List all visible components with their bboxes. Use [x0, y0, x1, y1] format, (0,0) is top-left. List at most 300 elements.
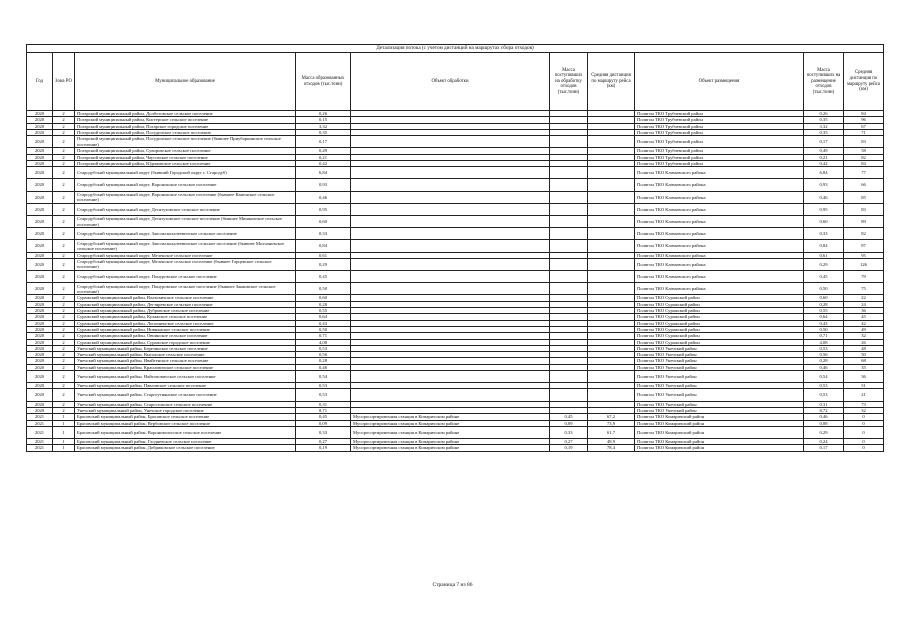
header-zone: Зона РО — [53, 53, 75, 111]
cell-avg-distance-placement: 87 — [844, 240, 884, 252]
cell-avg-distance-placement: 32 — [844, 407, 884, 413]
cell-zone: 2 — [53, 371, 75, 383]
cell-placement-object: Полигон ТКО Комаричский район — [635, 420, 804, 426]
cell-processing-object — [351, 258, 550, 270]
cell-municipality: Стародубский муниципальный округ, Меленское сельское поселение — [75, 252, 296, 258]
table-row — [27, 203, 884, 215]
cell-avg-distance-processing — [588, 258, 635, 270]
cell-avg-distance-placement: 21 — [844, 389, 884, 401]
cell-zone: 2 — [53, 258, 75, 270]
cell-zone: 2 — [53, 191, 75, 203]
cell-mass-formed: 0,28 — [296, 301, 351, 307]
cell-mass-to-processing — [550, 240, 588, 252]
cell-mass-to-placement: 0,28 — [804, 358, 844, 364]
cell-municipality: Стародубский муниципальный округ, Запольскохалеевичское сельское поселение (бывшее Молчановское сельское поселение) — [75, 240, 296, 252]
cell-mass-formed: 0,42 — [296, 160, 351, 166]
cell-mass-to-processing: 0,19 — [550, 445, 588, 451]
cell-processing-object — [351, 271, 550, 283]
cell-avg-distance-placement: 75 — [844, 283, 884, 295]
cell-placement-object: Полигон ТКО Трубчевский район — [635, 129, 804, 135]
cell-mass-formed: 4,08 — [296, 339, 351, 345]
cell-mass-to-placement: 6,84 — [804, 167, 844, 179]
cell-zone: 2 — [53, 123, 75, 129]
cell-year: 2020 — [27, 295, 53, 301]
cell-avg-distance-processing — [588, 240, 635, 252]
cell-zone: 2 — [53, 326, 75, 332]
cell-processing-object — [351, 240, 550, 252]
cell-placement-object: Полигон ТКО Климовского района — [635, 240, 804, 252]
cell-mass-to-processing — [550, 167, 588, 179]
cell-avg-distance-processing — [588, 283, 635, 295]
cell-zone: 2 — [53, 148, 75, 154]
cell-year: 2020 — [27, 129, 53, 135]
table-row — [27, 167, 884, 179]
cell-placement-object: Полигон ТКО Трубчевский район — [635, 111, 804, 117]
cell-year: 2020 — [27, 383, 53, 389]
header-mass-to-placement: Масса поступивших на размещение отходов (тыс.тонн) — [804, 53, 844, 111]
cell-avg-distance-placement: 48 — [844, 345, 884, 351]
cell-zone: 2 — [53, 364, 75, 370]
cell-avg-distance-placement: 36 — [844, 308, 884, 314]
cell-placement-object: Полигон ТКО Климовского района — [635, 179, 804, 191]
cell-placement-object: Полигон ТКО Унечский район — [635, 345, 804, 351]
cell-zone: 2 — [53, 308, 75, 314]
cell-mass-to-placement: 0,60 — [804, 216, 844, 228]
cell-avg-distance-placement: 51 — [844, 383, 884, 389]
cell-processing-object: Мусоросортировочная станция в Комаричском районе — [351, 445, 550, 451]
cell-mass-formed: 0,60 — [296, 216, 351, 228]
cell-zone: 2 — [53, 295, 75, 301]
cell-municipality: Стародубский муниципальный округ, Воронокское сельское поселение (бывшее Каменское сельское поселение) — [75, 191, 296, 203]
cell-year: 2020 — [27, 111, 53, 117]
cell-year: 2020 — [27, 271, 53, 283]
cell-year: 2020 — [27, 203, 53, 215]
cell-avg-distance-processing — [588, 167, 635, 179]
cell-year: 2020 — [27, 283, 53, 295]
cell-municipality: Суражский муниципальный район, Овчинское сельское поселение — [75, 333, 296, 339]
cell-mass-to-processing: 0,33 — [550, 426, 588, 438]
cell-zone: 1 — [53, 445, 75, 451]
cell-processing-object — [351, 389, 550, 401]
cell-mass-formed: 0,50 — [296, 283, 351, 295]
table-row — [27, 389, 884, 401]
cell-mass-to-placement: 0,60 — [804, 295, 844, 301]
cell-placement-object: Полигон ТКО Климовского района — [635, 203, 804, 215]
cell-mass-formed: 0,33 — [296, 426, 351, 438]
cell-municipality: Унечский муниципальный район, Ивайтенское сельское поселение — [75, 358, 296, 364]
cell-municipality: Унечский муниципальный район, Старосельское сельское поселение — [75, 401, 296, 407]
cell-year: 2020 — [27, 167, 53, 179]
cell-placement-object: Полигон ТКО Трубчевский район — [635, 117, 804, 123]
header-municipality: Муниципальное образование — [75, 53, 296, 111]
cell-avg-distance-placement: 35 — [844, 364, 884, 370]
cell-year: 2020 — [27, 389, 53, 401]
cell-mass-formed: 0,46 — [296, 191, 351, 203]
cell-year: 2021 — [27, 439, 53, 445]
cell-avg-distance-processing: 73,9 — [588, 420, 635, 426]
cell-placement-object: Полигон ТКО Унечский район — [635, 364, 804, 370]
cell-placement-object: Полигон ТКО Трубчевский район — [635, 136, 804, 148]
cell-municipality: Суражский муниципальный район, Кулажское сельское поселение — [75, 314, 296, 320]
cell-avg-distance-placement: 96 — [844, 117, 884, 123]
cell-mass-to-placement: 0,26 — [804, 111, 844, 117]
cell-avg-distance-processing — [588, 228, 635, 240]
cell-year: 2021 — [27, 445, 53, 451]
cell-mass-to-processing — [550, 283, 588, 295]
cell-mass-formed: 6,84 — [296, 167, 351, 179]
cell-mass-to-placement: 0,56 — [804, 352, 844, 358]
cell-avg-distance-processing: 67,2 — [588, 414, 635, 420]
cell-municipality: Погарский муниципальный район, Чаусовское сельское поселение — [75, 154, 296, 160]
cell-zone: 2 — [53, 383, 75, 389]
cell-placement-object: Полигон ТКО Трубчевский район — [635, 154, 804, 160]
cell-processing-object — [351, 283, 550, 295]
cell-placement-object: Полигон ТКО Унечский район — [635, 358, 804, 364]
cell-avg-distance-placement: 58 — [844, 148, 884, 154]
cell-mass-to-placement: 0,17 — [804, 445, 844, 451]
cell-mass-formed: 0,53 — [296, 345, 351, 351]
header-mass-formed: Масса образованных отходов (тыс.тонн) — [296, 53, 351, 111]
cell-mass-formed: 0,55 — [296, 308, 351, 314]
cell-placement-object: Полигон ТКО Унечский район — [635, 383, 804, 389]
table-row — [27, 426, 884, 438]
cell-municipality: Унечский муниципальный район, Найтоповичское сельское поселение — [75, 371, 296, 383]
cell-mass-formed: 0,43 — [296, 320, 351, 326]
header-avg-distance-placement: Средняя дистанция по маршруту рейса (км) — [844, 53, 884, 111]
table-row — [27, 136, 884, 148]
cell-processing-object: Мусоросортировочная станция в Комаричском районе — [351, 420, 550, 426]
table-row — [27, 216, 884, 228]
cell-year: 2020 — [27, 191, 53, 203]
cell-placement-object: Полигон ТКО Суражский район — [635, 301, 804, 307]
cell-placement-object: Полигон ТКО Суражский район — [635, 326, 804, 332]
cell-processing-object: Мусоросортировочная станция в Комаричском районе — [351, 426, 550, 438]
cell-year: 2021 — [27, 426, 53, 438]
cell-municipality: Унечский муниципальный район, Унечское городское поселение — [75, 407, 296, 413]
cell-year: 2020 — [27, 117, 53, 123]
cell-mass-formed: 0,60 — [296, 295, 351, 301]
cell-zone: 2 — [53, 407, 75, 413]
table-row — [27, 179, 884, 191]
cell-mass-to-placement: 0,50 — [804, 326, 844, 332]
cell-year: 2020 — [27, 352, 53, 358]
cell-placement-object: Полигон ТКО Комаричский район — [635, 439, 804, 445]
cell-zone: 2 — [53, 240, 75, 252]
cell-year: 2020 — [27, 216, 53, 228]
cell-mass-to-placement: 8,72 — [804, 407, 844, 413]
cell-zone: 2 — [53, 389, 75, 401]
cell-avg-distance-placement: 24 — [844, 301, 884, 307]
cell-placement-object: Полигон ТКО Климовского района — [635, 283, 804, 295]
cell-avg-distance-placement: 26 — [844, 339, 884, 345]
cell-avg-distance-placement: 71 — [844, 129, 884, 135]
cell-municipality: Брасовский муниципальный район, Вороновологское сельское поселение — [75, 426, 296, 438]
table-row — [27, 371, 884, 383]
cell-municipality: Стародубский муниципальный округ (бывший Городской округ г. Стародуб) — [75, 167, 296, 179]
cell-mass-formed: 0,56 — [296, 352, 351, 358]
cell-mass-to-placement: 0,31 — [804, 401, 844, 407]
cell-processing-object — [351, 179, 550, 191]
cell-municipality: Погарский муниципальный район, Посудичское сельское поселение — [75, 129, 296, 135]
cell-mass-formed: 0,33 — [296, 228, 351, 240]
cell-year: 2020 — [27, 179, 53, 191]
cell-year: 2021 — [27, 414, 53, 420]
cell-placement-object: Полигон ТКО Комаричский район — [635, 426, 804, 438]
cell-mass-to-placement: 0,53 — [804, 383, 844, 389]
cell-placement-object: Полигон ТКО Унечский район — [635, 352, 804, 358]
cell-mass-formed: 0,54 — [296, 371, 351, 383]
cell-placement-object: Полигон ТКО Трубчевский район — [635, 123, 804, 129]
cell-municipality: Унечский муниципальный район, Красновичское сельское поселение — [75, 364, 296, 370]
cell-mass-formed: 0,49 — [296, 148, 351, 154]
cell-municipality: Суражский муниципальный район, Влазовичское сельское поселение — [75, 295, 296, 301]
cell-municipality: Стародубский муниципальный округ, Понуровское сельское поселение — [75, 271, 296, 283]
cell-zone: 2 — [53, 216, 75, 228]
cell-mass-to-placement: 0,45 — [804, 271, 844, 283]
cell-processing-object — [351, 167, 550, 179]
cell-municipality: Суражский муниципальный район, Суражское городское поселение — [75, 339, 296, 345]
cell-avg-distance-processing — [588, 389, 635, 401]
cell-mass-to-placement: 0,21 — [804, 154, 844, 160]
flow-details-table — [26, 44, 884, 452]
cell-year: 2020 — [27, 345, 53, 351]
cell-mass-to-placement: 0,53 — [804, 389, 844, 401]
cell-avg-distance-placement: 84 — [844, 160, 884, 166]
cell-mass-to-placement: 0,42 — [804, 160, 844, 166]
cell-zone: 2 — [53, 252, 75, 258]
cell-mass-to-placement: 0,84 — [804, 240, 844, 252]
cell-avg-distance-placement: 0 — [844, 439, 884, 445]
cell-mass-formed: 0,21 — [296, 154, 351, 160]
cell-zone: 2 — [53, 283, 75, 295]
cell-year: 2020 — [27, 371, 53, 383]
cell-mass-formed: 0,28 — [296, 358, 351, 364]
cell-mass-to-placement: 0,95 — [804, 203, 844, 215]
cell-mass-to-processing: 0,45 — [550, 414, 588, 420]
cell-mass-formed: 0,46 — [296, 364, 351, 370]
cell-year: 2020 — [27, 358, 53, 364]
cell-zone: 1 — [53, 439, 75, 445]
cell-year: 2020 — [27, 320, 53, 326]
cell-year: 2020 — [27, 252, 53, 258]
cell-mass-to-placement: 0,50 — [804, 283, 844, 295]
cell-year: 2020 — [27, 301, 53, 307]
cell-placement-object: Полигон ТКО Комаричский район — [635, 445, 804, 451]
table-row — [27, 271, 884, 283]
table-row — [27, 283, 884, 295]
header-year: Год — [27, 53, 53, 111]
cell-municipality: Стародубский муниципальный округ, Меленское сельское поселение (бывшее Гарцевское сельское поселение) — [75, 258, 296, 270]
cell-avg-distance-placement: 42 — [844, 320, 884, 326]
cell-avg-distance-processing — [588, 271, 635, 283]
cell-municipality: Стародубский муниципальный округ, Десятуховское сельское поселение — [75, 203, 296, 215]
cell-avg-distance-processing — [588, 371, 635, 383]
cell-municipality: Унечский муниципальный район, Старогутнянское сельское поселение — [75, 389, 296, 401]
cell-year: 2020 — [27, 308, 53, 314]
cell-municipality: Погарский муниципальный район, Погарское городское поселение — [75, 123, 296, 129]
cell-avg-distance-processing — [588, 203, 635, 215]
cell-processing-object — [351, 228, 550, 240]
cell-avg-distance-placement: 84 — [844, 111, 884, 117]
cell-year: 2020 — [27, 326, 53, 332]
cell-mass-to-placement: 0,08 — [804, 420, 844, 426]
cell-avg-distance-processing — [588, 216, 635, 228]
cell-mass-to-placement: 3,32 — [804, 123, 844, 129]
cell-mass-to-placement: 0,46 — [804, 191, 844, 203]
cell-mass-to-processing — [550, 191, 588, 203]
cell-zone: 2 — [53, 129, 75, 135]
cell-avg-distance-placement: 0 — [844, 420, 884, 426]
cell-zone: 1 — [53, 420, 75, 426]
cell-processing-object: Мусоросортировочная станция в Комаричском районе — [351, 439, 550, 445]
cell-placement-object: Полигон ТКО Унечский район — [635, 371, 804, 383]
cell-zone: 2 — [53, 136, 75, 148]
cell-municipality: Брасовский муниципальный район, Глодневское сельское поселение — [75, 439, 296, 445]
cell-municipality: Брасовский муниципальный район, Брасовское сельское поселение — [75, 414, 296, 420]
cell-zone: 2 — [53, 333, 75, 339]
cell-mass-formed: 0,17 — [296, 136, 351, 148]
cell-placement-object: Полигон ТКО Суражский район — [635, 308, 804, 314]
cell-year: 2020 — [27, 123, 53, 129]
cell-mass-to-placement: 0,49 — [804, 148, 844, 154]
cell-mass-to-placement: 0,29 — [804, 426, 844, 438]
cell-avg-distance-placement: 79 — [844, 271, 884, 283]
cell-mass-to-placement: 0,61 — [804, 252, 844, 258]
cell-mass-to-processing — [550, 228, 588, 240]
cell-mass-to-placement: 0,53 — [804, 345, 844, 351]
cell-year: 2020 — [27, 333, 53, 339]
cell-mass-to-processing — [550, 371, 588, 383]
cell-placement-object: Полигон ТКО Климовского района — [635, 216, 804, 228]
cell-avg-distance-placement: 0 — [844, 445, 884, 451]
cell-mass-formed: 0,61 — [296, 252, 351, 258]
cell-year: 2020 — [27, 314, 53, 320]
cell-avg-distance-placement: 73 — [844, 401, 884, 407]
cell-year: 2021 — [27, 420, 53, 426]
cell-mass-formed: 0,95 — [296, 203, 351, 215]
cell-avg-distance-placement: 126 — [844, 258, 884, 270]
cell-year: 2020 — [27, 228, 53, 240]
cell-zone: 2 — [53, 179, 75, 191]
cell-municipality: Погарский муниципальный район, Суворовское сельское поселение — [75, 148, 296, 154]
cell-mass-formed: 0,31 — [296, 401, 351, 407]
table-row — [27, 191, 884, 203]
cell-placement-object: Полигон ТКО Суражский район — [635, 339, 804, 345]
cell-municipality: Брасовский муниципальный район, Вербовское сельское поселение — [75, 420, 296, 426]
cell-avg-distance-processing — [588, 191, 635, 203]
cell-processing-object — [351, 136, 550, 148]
header-avg-distance-processing: Средняя дистанция по маршруту рейса (км) — [588, 53, 635, 111]
cell-mass-to-placement: 0,24 — [804, 439, 844, 445]
cell-avg-distance-placement: 0 — [844, 426, 884, 438]
cell-mass-to-placement: 0,28 — [804, 301, 844, 307]
cell-placement-object: Полигон ТКО Климовского района — [635, 228, 804, 240]
cell-avg-distance-placement: 85 — [844, 191, 884, 203]
cell-avg-distance-placement: 83 — [844, 136, 884, 148]
cell-mass-to-processing — [550, 179, 588, 191]
cell-mass-to-placement: 0,71 — [804, 333, 844, 339]
cell-placement-object: Полигон ТКО Трубчевский район — [635, 160, 804, 166]
cell-mass-to-placement: 0,33 — [804, 228, 844, 240]
page-footer: Страница 7 из 86 — [432, 582, 473, 588]
cell-mass-formed: 0,26 — [296, 111, 351, 117]
cell-zone: 2 — [53, 228, 75, 240]
cell-mass-formed: 8,71 — [296, 407, 351, 413]
cell-mass-formed: 0,29 — [296, 258, 351, 270]
cell-year: 2020 — [27, 240, 53, 252]
cell-mass-to-placement: 0,46 — [804, 364, 844, 370]
cell-year: 2020 — [27, 136, 53, 148]
cell-avg-distance-placement: 36 — [844, 371, 884, 383]
cell-municipality: Погарский муниципальный район, Долботовское сельское поселение — [75, 111, 296, 117]
cell-municipality: Суражский муниципальный район, Лопазненское сельское поселение — [75, 320, 296, 326]
cell-avg-distance-placement: 50 — [844, 352, 884, 358]
cell-mass-to-placement: 0,55 — [804, 308, 844, 314]
cell-avg-distance-placement: 49 — [844, 326, 884, 332]
cell-mass-formed: 0,53 — [296, 389, 351, 401]
cell-municipality: Суражский муниципальный район, Дубровское сельское поселение — [75, 308, 296, 314]
cell-mass-formed: 0,64 — [296, 314, 351, 320]
cell-municipality: Унечский муниципальный район, Высокское сельское поселение — [75, 352, 296, 358]
cell-placement-object: Полигон ТКО Трубчевский район — [635, 148, 804, 154]
cell-year: 2020 — [27, 154, 53, 160]
cell-year: 2020 — [27, 407, 53, 413]
cell-processing-object: Мусоросортировочная станция в Комаричском районе — [351, 414, 550, 420]
cell-placement-object: Полигон ТКО Суражский район — [635, 295, 804, 301]
cell-municipality: Суражский муниципальный район, Нивнянское сельское поселение — [75, 326, 296, 332]
cell-mass-formed: 0,27 — [296, 439, 351, 445]
cell-zone: 2 — [53, 111, 75, 117]
cell-mass-to-processing: 0,09 — [550, 420, 588, 426]
cell-municipality: Стародубский муниципальный округ, Десятуховское сельское поселение (бывшее Мишковское сельское поселение) — [75, 216, 296, 228]
cell-mass-formed: 0,71 — [296, 333, 351, 339]
cell-mass-formed: 0,50 — [296, 326, 351, 332]
cell-processing-object — [351, 203, 550, 215]
cell-zone: 2 — [53, 167, 75, 179]
cell-avg-distance-placement: 83 — [844, 203, 884, 215]
cell-avg-distance-placement: 77 — [844, 167, 884, 179]
cell-zone: 2 — [53, 401, 75, 407]
cell-avg-distance-placement: 68 — [844, 358, 884, 364]
cell-placement-object: Полигон ТКО Климовского района — [635, 191, 804, 203]
cell-avg-distance-placement: 45 — [844, 314, 884, 320]
cell-municipality: Стародубский муниципальный округ, Запольскохалеевичское сельское поселение — [75, 228, 296, 240]
cell-municipality: Стародубский муниципальный округ, Воронокское сельское поселение — [75, 179, 296, 191]
cell-mass-to-processing: 0,27 — [550, 439, 588, 445]
table-body — [27, 111, 884, 452]
cell-avg-distance-placement: 22 — [844, 295, 884, 301]
cell-avg-distance-placement: 89 — [844, 216, 884, 228]
cell-mass-formed: 0,53 — [296, 383, 351, 389]
cell-mass-formed: 0,15 — [296, 117, 351, 123]
cell-zone: 2 — [53, 358, 75, 364]
cell-zone: 1 — [53, 426, 75, 438]
cell-year: 2020 — [27, 258, 53, 270]
cell-avg-distance-placement: 0 — [844, 414, 884, 420]
cell-mass-to-placement: 0,17 — [804, 136, 844, 148]
cell-avg-distance-processing: 48,9 — [588, 439, 635, 445]
cell-avg-distance-processing: 78,4 — [588, 445, 635, 451]
cell-avg-distance-processing — [588, 136, 635, 148]
cell-placement-object: Полигон ТКО Унечский район — [635, 389, 804, 401]
document-sheet — [26, 44, 883, 452]
cell-mass-formed: 0,84 — [296, 240, 351, 252]
cell-year: 2020 — [27, 364, 53, 370]
cell-mass-to-placement: 0,43 — [804, 320, 844, 326]
cell-mass-to-placement: 0,35 — [804, 129, 844, 135]
cell-zone: 1 — [53, 414, 75, 420]
cell-mass-to-placement: 0,54 — [804, 371, 844, 383]
